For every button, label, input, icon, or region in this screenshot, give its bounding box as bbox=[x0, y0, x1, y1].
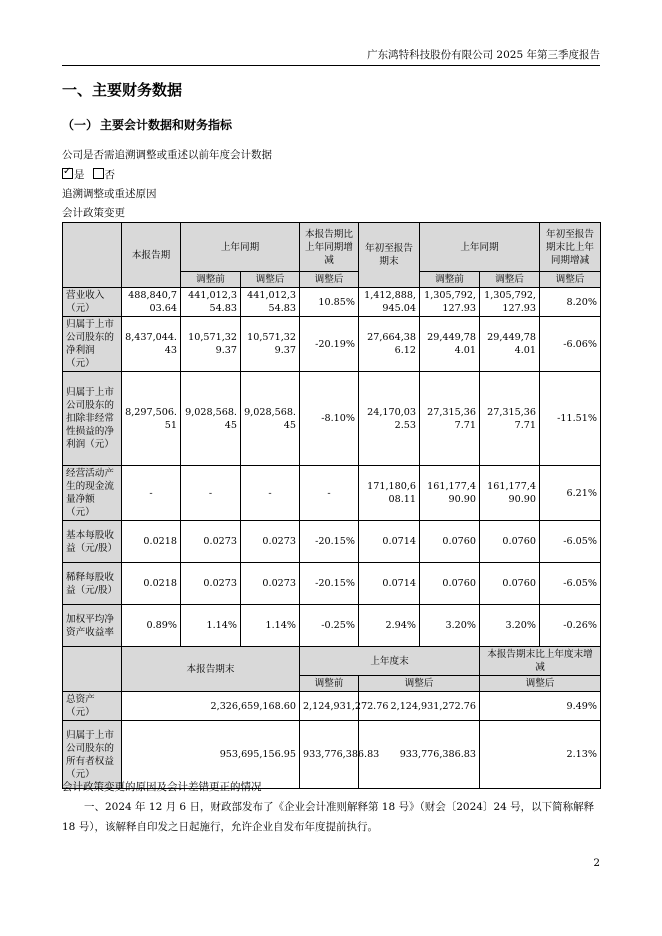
table-row bbox=[63, 288, 601, 317]
col-prior-year-2: 上年同期 bbox=[420, 223, 540, 272]
no-label: 否 bbox=[104, 169, 115, 181]
table-cell: - bbox=[181, 466, 241, 521]
table-cell: 3.20% bbox=[480, 605, 540, 647]
policy-change-body: 一、2024 年 12 月 6 日，财政部发布了《企业会计准则解释第 18 号》（财会〔2024〕24 号，以下简称解释 18 号），该解释自印发之日起施行，允许企业自发布年度提前执行。 bbox=[62, 801, 595, 833]
table-row bbox=[63, 605, 601, 647]
col-period-end: 本报告期末 bbox=[122, 647, 300, 692]
table-cell: 29,449,784.01 bbox=[480, 317, 540, 372]
table-cell: 0.0760 bbox=[480, 563, 540, 605]
table-cell: 933,776,386.83 bbox=[359, 721, 480, 789]
table-cell: 27,315,367.71 bbox=[480, 372, 540, 466]
table-cell: - bbox=[241, 466, 300, 521]
table-row bbox=[63, 521, 601, 563]
row-label: 经营活动产生的现金流量净额（元） bbox=[63, 466, 122, 521]
table-cell: 0.0760 bbox=[480, 521, 540, 563]
table-cell: 0.0273 bbox=[181, 521, 241, 563]
table-cell: 1,412,888,945.04 bbox=[359, 288, 420, 317]
table-cell: 3.20% bbox=[420, 605, 480, 647]
table-cell: -20.15% bbox=[300, 521, 359, 563]
table-cell: 0.0273 bbox=[181, 563, 241, 605]
yes-checkbox-icon bbox=[62, 168, 73, 179]
no-checkbox-icon bbox=[93, 168, 104, 179]
corner-cell bbox=[63, 223, 122, 288]
row-label: 归属于上市公司股东的所有者权益（元） bbox=[63, 721, 122, 789]
col-period-change: 本报告期末比上年度末增减 bbox=[480, 647, 601, 676]
col-after-adj-2: 调整后 bbox=[480, 272, 540, 288]
section-title: 一、主要财务数据 bbox=[62, 81, 183, 99]
table-cell: 0.0218 bbox=[122, 521, 181, 563]
table-cell: -20.19% bbox=[300, 317, 359, 372]
table-cell: 2,124,931,272.76 bbox=[359, 692, 480, 721]
table-cell: 8,437,044.43 bbox=[122, 317, 181, 372]
row-label: 基本每股收益（元/股） bbox=[63, 521, 122, 563]
col-prior-year: 上年同期 bbox=[181, 223, 300, 272]
table-cell: - bbox=[122, 466, 181, 521]
table-cell: 27,664,386.12 bbox=[359, 317, 420, 372]
table-cell: 1,305,792,127.93 bbox=[480, 288, 540, 317]
restatement-options bbox=[62, 167, 115, 182]
table-cell: 488,840,703.64 bbox=[122, 288, 181, 317]
col-ytd-change: 年初至报告期末比上年同期增减 bbox=[540, 223, 601, 272]
document-header: 广东鸿特科技股份有限公司 2025 年第三季度报告 bbox=[367, 49, 600, 61]
col-ytd: 年初至报告期末 bbox=[359, 223, 420, 288]
table-row bbox=[63, 563, 601, 605]
table-cell: -0.26% bbox=[540, 605, 601, 647]
table-cell: 171,180,608.11 bbox=[359, 466, 420, 521]
col-after-adj-change-3: 调整后 bbox=[480, 676, 601, 692]
col-before-adj-3: 调整前 bbox=[300, 676, 359, 692]
table-cell: 10,571,329.37 bbox=[181, 317, 241, 372]
financial-data-table bbox=[62, 222, 601, 789]
table-cell: 10.85% bbox=[300, 288, 359, 317]
table-cell: -8.10% bbox=[300, 372, 359, 466]
table-cell: 6.21% bbox=[540, 466, 601, 521]
table-cell: -6.05% bbox=[540, 563, 601, 605]
table-cell: -6.06% bbox=[540, 317, 601, 372]
page-number: 2 bbox=[593, 857, 600, 869]
table-cell: 2,326,659,168.60 bbox=[122, 692, 300, 721]
table-cell: 1,305,792,127.93 bbox=[420, 288, 480, 317]
table-row bbox=[63, 466, 601, 521]
table-cell: 441,012,354.83 bbox=[181, 288, 241, 317]
table-cell: 0.0218 bbox=[122, 563, 181, 605]
table-cell: 2.13% bbox=[480, 721, 601, 789]
table-cell: 9.49% bbox=[480, 692, 601, 721]
row-label: 归属于上市公司股东的净利润（元） bbox=[63, 317, 122, 372]
subsection-text: 主要会计数据和财务指标 bbox=[100, 118, 233, 132]
table-cell: 0.0760 bbox=[420, 563, 480, 605]
restatement-reason-value: 会计政策变更 bbox=[62, 207, 125, 219]
col-after-adj-change-2: 调整后 bbox=[540, 272, 601, 288]
table-cell: - bbox=[300, 466, 359, 521]
restatement-question: 公司是否需追溯调整或重述以前年度会计数据 bbox=[62, 149, 272, 161]
table-cell: 27,315,367.71 bbox=[420, 372, 480, 466]
table-cell: 0.0273 bbox=[241, 521, 300, 563]
table-cell: 0.0714 bbox=[359, 563, 420, 605]
table-cell: 9,028,568.45 bbox=[181, 372, 241, 466]
table-cell: 933,776,386.83 bbox=[300, 721, 359, 789]
table-cell: 9,028,568.45 bbox=[241, 372, 300, 466]
table-cell: 953,695,156.95 bbox=[122, 721, 300, 789]
subsection-number: （一） bbox=[62, 118, 99, 132]
col-before-adj-2: 调整前 bbox=[420, 272, 480, 288]
col-after-adj-3: 调整后 bbox=[359, 676, 480, 692]
table-cell: 10,571,329.37 bbox=[241, 317, 300, 372]
col-after-adj-change: 调整后 bbox=[300, 272, 359, 288]
table-cell: 29,449,784.01 bbox=[420, 317, 480, 372]
row-label: 稀释每股收益（元/股） bbox=[63, 563, 122, 605]
table-row bbox=[63, 317, 601, 372]
table-cell: 1.14% bbox=[241, 605, 300, 647]
table-cell: 0.89% bbox=[122, 605, 181, 647]
table-cell: 441,012,354.83 bbox=[241, 288, 300, 317]
table-cell: -6.05% bbox=[540, 521, 601, 563]
col-prior-year-end: 上年度末 bbox=[300, 647, 480, 676]
table-cell: 8,297,506.51 bbox=[122, 372, 181, 466]
table-cell: 1.14% bbox=[181, 605, 241, 647]
col-after-adj: 调整后 bbox=[241, 272, 300, 288]
table-cell: 2,124,931,272.76 bbox=[300, 692, 359, 721]
policy-change-title: 会计政策变更的原因及会计差错更正的情况 bbox=[62, 781, 262, 793]
table-cell: 0.0714 bbox=[359, 521, 420, 563]
table-row bbox=[63, 372, 601, 466]
table-cell: 0.0273 bbox=[241, 563, 300, 605]
table-cell: 161,177,490.90 bbox=[420, 466, 480, 521]
yes-label: 是 bbox=[74, 169, 85, 181]
table-cell: 2.94% bbox=[359, 605, 420, 647]
col-change: 本报告期比上年同期增减 bbox=[300, 223, 359, 272]
table-cell: -20.15% bbox=[300, 563, 359, 605]
row-label: 归属于上市公司股东的扣除非经常性损益的净利润（元） bbox=[63, 372, 122, 466]
header-rule bbox=[62, 65, 600, 66]
subsection-title bbox=[62, 116, 232, 133]
col-current-period: 本报告期 bbox=[122, 223, 181, 288]
table-cell: 24,170,032.53 bbox=[359, 372, 420, 466]
corner-cell-2 bbox=[63, 647, 122, 692]
row-label: 加权平均净资产收益率 bbox=[63, 605, 122, 647]
table-cell: 8.20% bbox=[540, 288, 601, 317]
table-cell: -0.25% bbox=[300, 605, 359, 647]
row-label: 营业收入（元） bbox=[63, 288, 122, 317]
table-row bbox=[63, 692, 601, 721]
col-before-adj: 调整前 bbox=[181, 272, 241, 288]
table-cell: 161,177,490.90 bbox=[480, 466, 540, 521]
table-cell: 0.0760 bbox=[420, 521, 480, 563]
table-cell: -11.51% bbox=[540, 372, 601, 466]
row-label: 总资产（元） bbox=[63, 692, 122, 721]
restatement-reason-label: 追溯调整或重述原因 bbox=[62, 188, 157, 200]
